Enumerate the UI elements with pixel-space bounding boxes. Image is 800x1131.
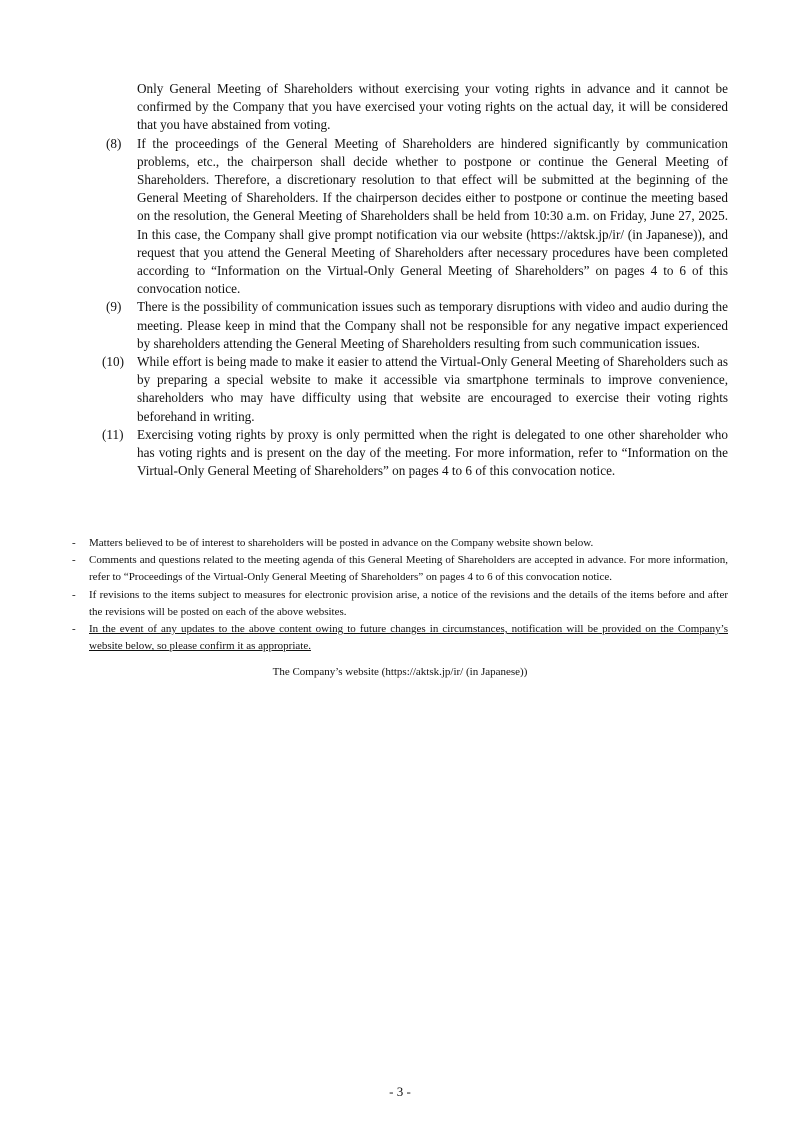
footnote-text-underlined: In the event of any updates to the above content owing to future changes in circumstances, notification will be provided on the Company’s website below, so please confirm it as appropriate. [89,623,728,653]
item-number: (8) [106,135,122,151]
footnote-item [72,587,728,621]
dash-bullet: - [72,588,76,601]
list-item [100,353,728,426]
footnote-item [72,621,728,655]
item-text: There is the possibility of communication issues such as temporary disruptions with video and audio during the meeting. Please keep in mind that the Company shall not be responsible for any negative impact experienced by shareholders attending the General Meeting of Shareholders resulting from such communication issues. [137,299,728,351]
footnote-text: If revisions to the items subject to measures for electronic provision arise, a notice of the revisions and the details of the items before and after the revisions will be posted on each of the above websites. [89,588,728,618]
list-item [100,80,728,135]
footnote-text: Matters believed to be of interest to shareholders will be posted in advance on the Company website shown below. [89,537,594,549]
footnote-item [72,535,728,552]
item-number [100,80,137,135]
item-text: Exercising voting rights by proxy is only permitted when the right is delegated to one other shareholder who has voting rights and is present on the day of the meeting. For more information, refer to “Information on the Virtual-Only General Meeting of Shareholders” on pages 4 to 6 of this convocation notice. [137,426,728,479]
numbered-notes-section [100,80,728,480]
company-website-line: The Company’s website (https://aktsk.jp/ir/ (in Japanese)) [272,666,528,678]
dash-bullet: - [72,537,76,549]
page-number: - 3 - [389,1084,411,1099]
dash-bullet: - [72,623,76,636]
item-number: (9) [106,299,122,315]
item-number: (10) [102,354,124,370]
dash-bullet: - [72,554,76,567]
footnotes-section [72,535,728,655]
list-item [100,298,728,353]
item-number: (11) [102,426,124,442]
list-item [100,426,728,481]
footnote-text: Comments and questions related to the meeting agenda of this General Meeting of Shareholders are accepted in advance. For more information, refer to “Proceedings of the Virtual-Only General Meeting of Shareholders” on pages 4 to 6 of this convocation notice. [89,554,728,584]
item-7-continuation-text: Only General Meeting of Shareholders without exercising your voting rights in advance and it cannot be confirmed by the Company that you have exercised your voting rights on the actual day, it will be considered that you have abstained from voting. [137,81,728,133]
list-item [100,135,728,299]
item-text: While effort is being made to make it easier to attend the Virtual-Only General Meeting of Shareholders such as by preparing a special website to make it accessible via smartphone terminals to improve convenience, shareholders who may have difficulty using that website are encouraged to exercise their voting rights beforehand in writing. [137,354,728,424]
footnote-item [72,552,728,586]
item-text: If the proceedings of the General Meeting of Shareholders are hindered significantly by communication problems, etc., the chairperson shall decide whether to postpone or continue the General Meeting of Shareholders. Therefore, a discretionary resolution to that effect will be submitted at the beginning of the General Meeting of Shareholders. If the chairperson decides either to postpone or continue the meeting based on the resolution, the General Meeting of Shareholders shall be held from 10:30 a.m. on Friday, June 27, 2025. In this case, the Company shall give prompt notification via our website (https://aktsk.jp/ir/ (in Japanese)), and request that you attend the General Meeting of Shareholders after necessary procedures have been completed according to “Information on the Virtual-Only General Meeting of Shareholders” on pages 4 to 6 of this convocation notice. [137,135,728,297]
